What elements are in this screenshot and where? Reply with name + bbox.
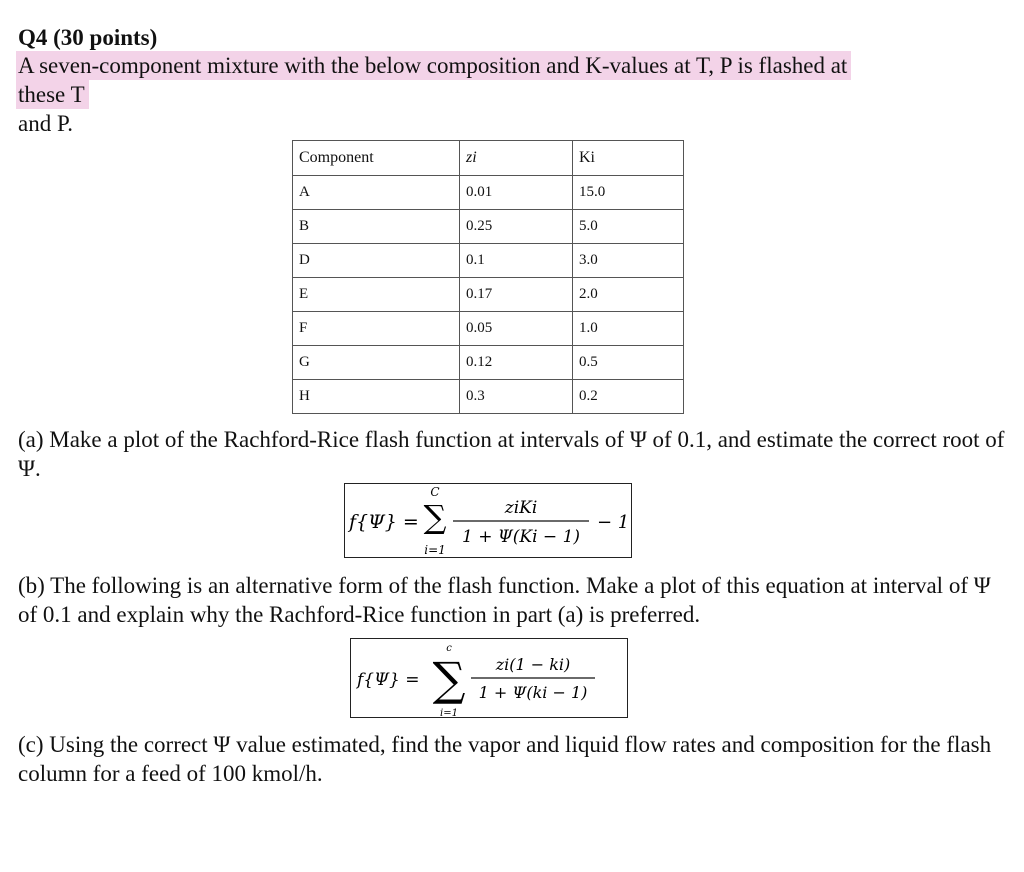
cell-component: B bbox=[293, 210, 460, 244]
eq-a-lower: i=1 bbox=[424, 543, 446, 557]
intro-line-1: A seven-component mixture with the below composition and K-values at T, P is flashed at bbox=[16, 51, 851, 80]
header-zi: zi bbox=[460, 141, 573, 176]
cell-component: E bbox=[293, 278, 460, 312]
cell-ki: 1.0 bbox=[573, 312, 684, 346]
cell-zi: 0.17 bbox=[460, 278, 573, 312]
sigma-symbol: ∑ bbox=[423, 498, 447, 536]
cell-zi: 0.05 bbox=[460, 312, 573, 346]
cell-zi: 0.25 bbox=[460, 210, 573, 244]
table-row bbox=[293, 278, 684, 312]
cell-component: H bbox=[293, 380, 460, 414]
table-row bbox=[293, 210, 684, 244]
cell-ki: 3.0 bbox=[573, 244, 684, 278]
cell-component: G bbox=[293, 346, 460, 380]
equation-b-box bbox=[350, 638, 628, 718]
intro-line-3: and P. bbox=[18, 111, 73, 136]
eq-b-denominator: 1 + Ψ(ki − 1) bbox=[478, 683, 588, 702]
eq-a-lhs: f{Ψ} = bbox=[349, 511, 419, 533]
cell-zi: 0.3 bbox=[460, 380, 573, 414]
table-row bbox=[293, 312, 684, 346]
cell-component: A bbox=[293, 176, 460, 210]
eq-b-lhs: f{Ψ} = bbox=[357, 670, 420, 690]
intro-line-2: these T bbox=[16, 80, 89, 109]
composition-table bbox=[292, 140, 684, 414]
eq-b-lower: i=1 bbox=[440, 708, 458, 717]
table-header-row bbox=[293, 141, 684, 176]
eq-a-denominator: 1 + Ψ(Ki − 1) bbox=[461, 527, 581, 547]
cell-zi: 0.12 bbox=[460, 346, 573, 380]
cell-ki: 15.0 bbox=[573, 176, 684, 210]
part-b-text: (b) The following is an alternative form of the flash function. Make a plot of this equation at interval of Ψ of 0.1 and explain why the Rachford-Rice function in part (a) is preferred. bbox=[18, 573, 991, 627]
table-row bbox=[293, 346, 684, 380]
part-a-text: (a) Make a plot of the Rachford-Rice flash function at intervals of Ψ of 0.1, and estimate the correct root of Ψ. bbox=[18, 427, 1005, 481]
cell-zi: 0.1 bbox=[460, 244, 573, 278]
table-row bbox=[293, 380, 684, 414]
cell-ki: 2.0 bbox=[573, 278, 684, 312]
cell-component: D bbox=[293, 244, 460, 278]
sigma-symbol: ∑ bbox=[432, 652, 466, 706]
cell-zi: 0.01 bbox=[460, 176, 573, 210]
cell-ki: 5.0 bbox=[573, 210, 684, 244]
cell-ki: 0.2 bbox=[573, 380, 684, 414]
eq-a-numerator: ziKi bbox=[504, 498, 538, 518]
header-ki: Ki bbox=[573, 141, 684, 176]
cell-ki: 0.5 bbox=[573, 346, 684, 380]
header-component: Component bbox=[293, 141, 460, 176]
eq-a-tail: − 1 bbox=[597, 512, 630, 533]
eq-a-upper: C bbox=[430, 485, 440, 499]
cell-component: F bbox=[293, 312, 460, 346]
part-c-text: (c) Using the correct Ψ value estimated, find the vapor and liquid flow rates and composition for the flash column for a feed of 100 kmol/h. bbox=[18, 732, 992, 786]
eq-b-upper: c bbox=[446, 643, 452, 654]
equation-a-box bbox=[344, 483, 632, 558]
eq-b-numerator: zi(1 − ki) bbox=[495, 655, 571, 674]
table-row bbox=[293, 244, 684, 278]
question-title: Q4 (30 points) bbox=[18, 25, 158, 50]
table-row bbox=[293, 176, 684, 210]
